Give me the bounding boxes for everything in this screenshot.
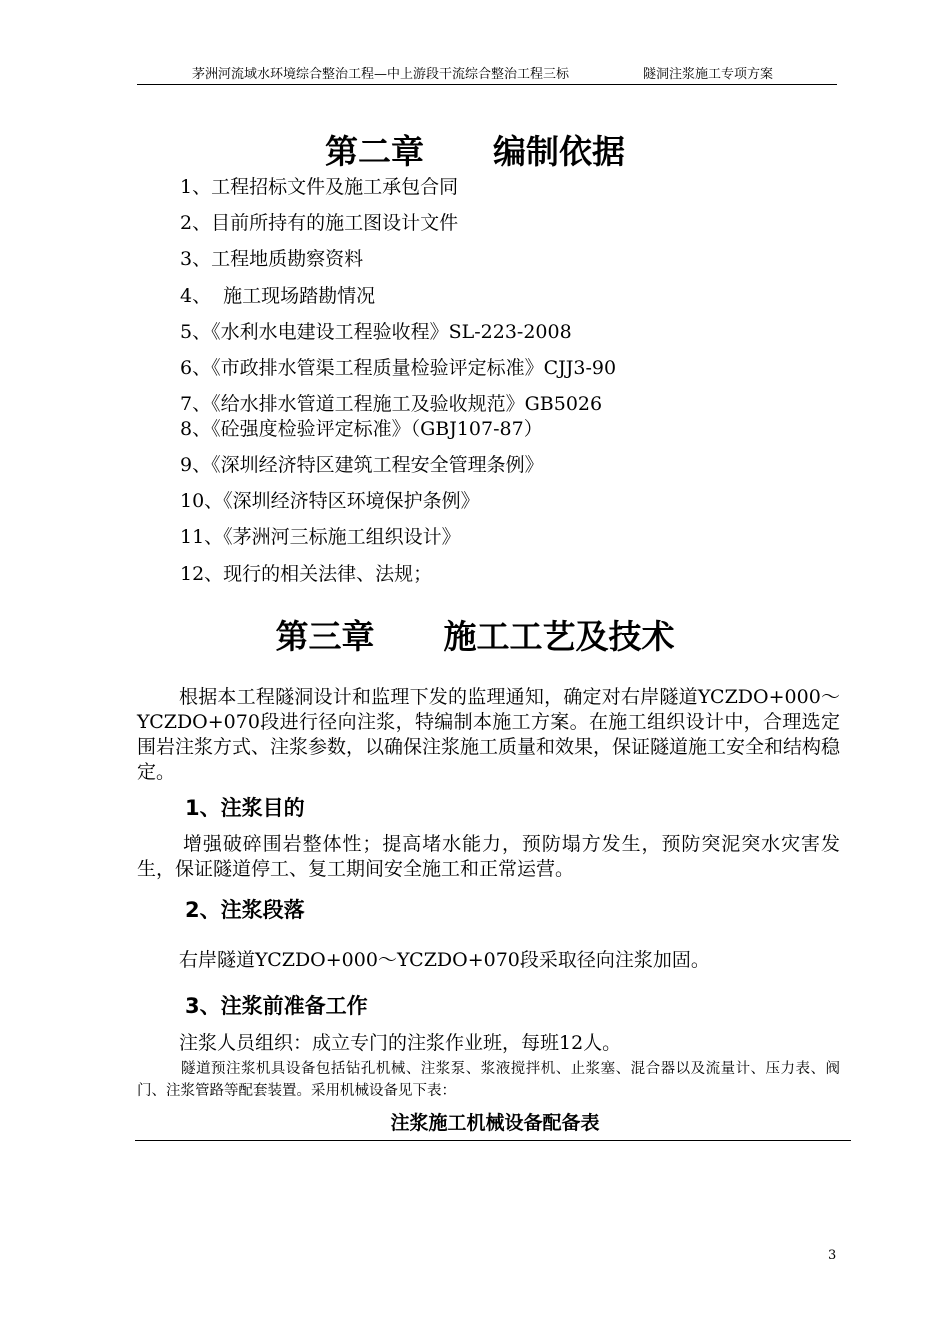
section-text-segment: 右岸隧道YCZDO+000～YCZDO+070段采取径向注浆加固。 bbox=[179, 949, 710, 971]
header-project-title: 茅洲河流域水环境综合整治工程—中上游段干流综合整治工程三标 bbox=[192, 67, 570, 82]
reference-item: 10、《深圳经济特区环境保护条例》 bbox=[180, 490, 480, 512]
section-heading-preparation: 3、注浆前准备工作 bbox=[185, 994, 368, 1018]
reference-item: 11、《茅洲河三标施工组织设计》 bbox=[180, 526, 461, 548]
reference-item: 12、现行的相关法律、法规； bbox=[180, 563, 433, 585]
page-number: 3 bbox=[828, 1248, 837, 1263]
page-header bbox=[137, 66, 837, 85]
section-text-equipment: 隧道预注浆机具设备包括钻孔机械、注浆泵、浆液搅拌机、止浆塞、混合器以及流量计、压力表、阀门、注浆管路等配套装置。采用机械设备见下表： bbox=[137, 1061, 840, 1099]
reference-item: 7、《给水排水管道工程施工及验收规范》GB5026 bbox=[180, 393, 603, 415]
table-top-rule bbox=[135, 1140, 851, 1141]
reference-item: 3、工程地质勘察资料 bbox=[180, 248, 364, 270]
header-document-title: 隧洞注浆施工专项方案 bbox=[643, 67, 774, 82]
section-heading-purpose: 1、注浆目的 bbox=[185, 796, 305, 820]
reference-item: 1、工程招标文件及施工承包合同 bbox=[180, 176, 459, 198]
reference-item: 9、《深圳经济特区建筑工程安全管理条例》 bbox=[180, 454, 544, 476]
section-text-preparation: 注浆人员组织：成立专门的注浆作业班，每班12人。 bbox=[179, 1032, 622, 1054]
reference-item: 5、《水利水电建设工程验收程》SL-223-2008 bbox=[180, 321, 572, 343]
chapter-3-title: 第三章 施工工艺及技术 bbox=[275, 617, 675, 656]
reference-item: 2、目前所持有的施工图设计文件 bbox=[180, 212, 459, 234]
section-heading-segment: 2、注浆段落 bbox=[185, 898, 305, 922]
reference-item: 8、《砼强度检验评定标准》（GBJ107-87） bbox=[180, 418, 543, 440]
section-text-purpose: 增强破碎围岩整体性；提高堵水能力，预防塌方发生，预防突泥突水灾害发生，保证隧道停工、复工期间安全施工和正常运营。 bbox=[137, 833, 840, 880]
reference-item: 6、《市政排水管渠工程质量检验评定标准》CJJ3-90 bbox=[180, 357, 617, 379]
chapter-2-title: 第二章 编制依据 bbox=[325, 132, 625, 171]
equipment-table-title: 注浆施工机械设备配备表 bbox=[390, 1112, 600, 1134]
chapter-3-intro: 根据本工程隧洞设计和监理下发的监理通知，确定对右岸隧道YCZDO+000～YCZDO+070段进行径向注浆，特编制本施工方案。在施工组织设计中，合理选定围岩注浆方式、注浆参数，以确保注浆施工质量和效果，保证隧道施工安全和结构稳定。 bbox=[137, 686, 841, 783]
reference-item: 4、 施工现场踏勘情况 bbox=[180, 285, 376, 307]
